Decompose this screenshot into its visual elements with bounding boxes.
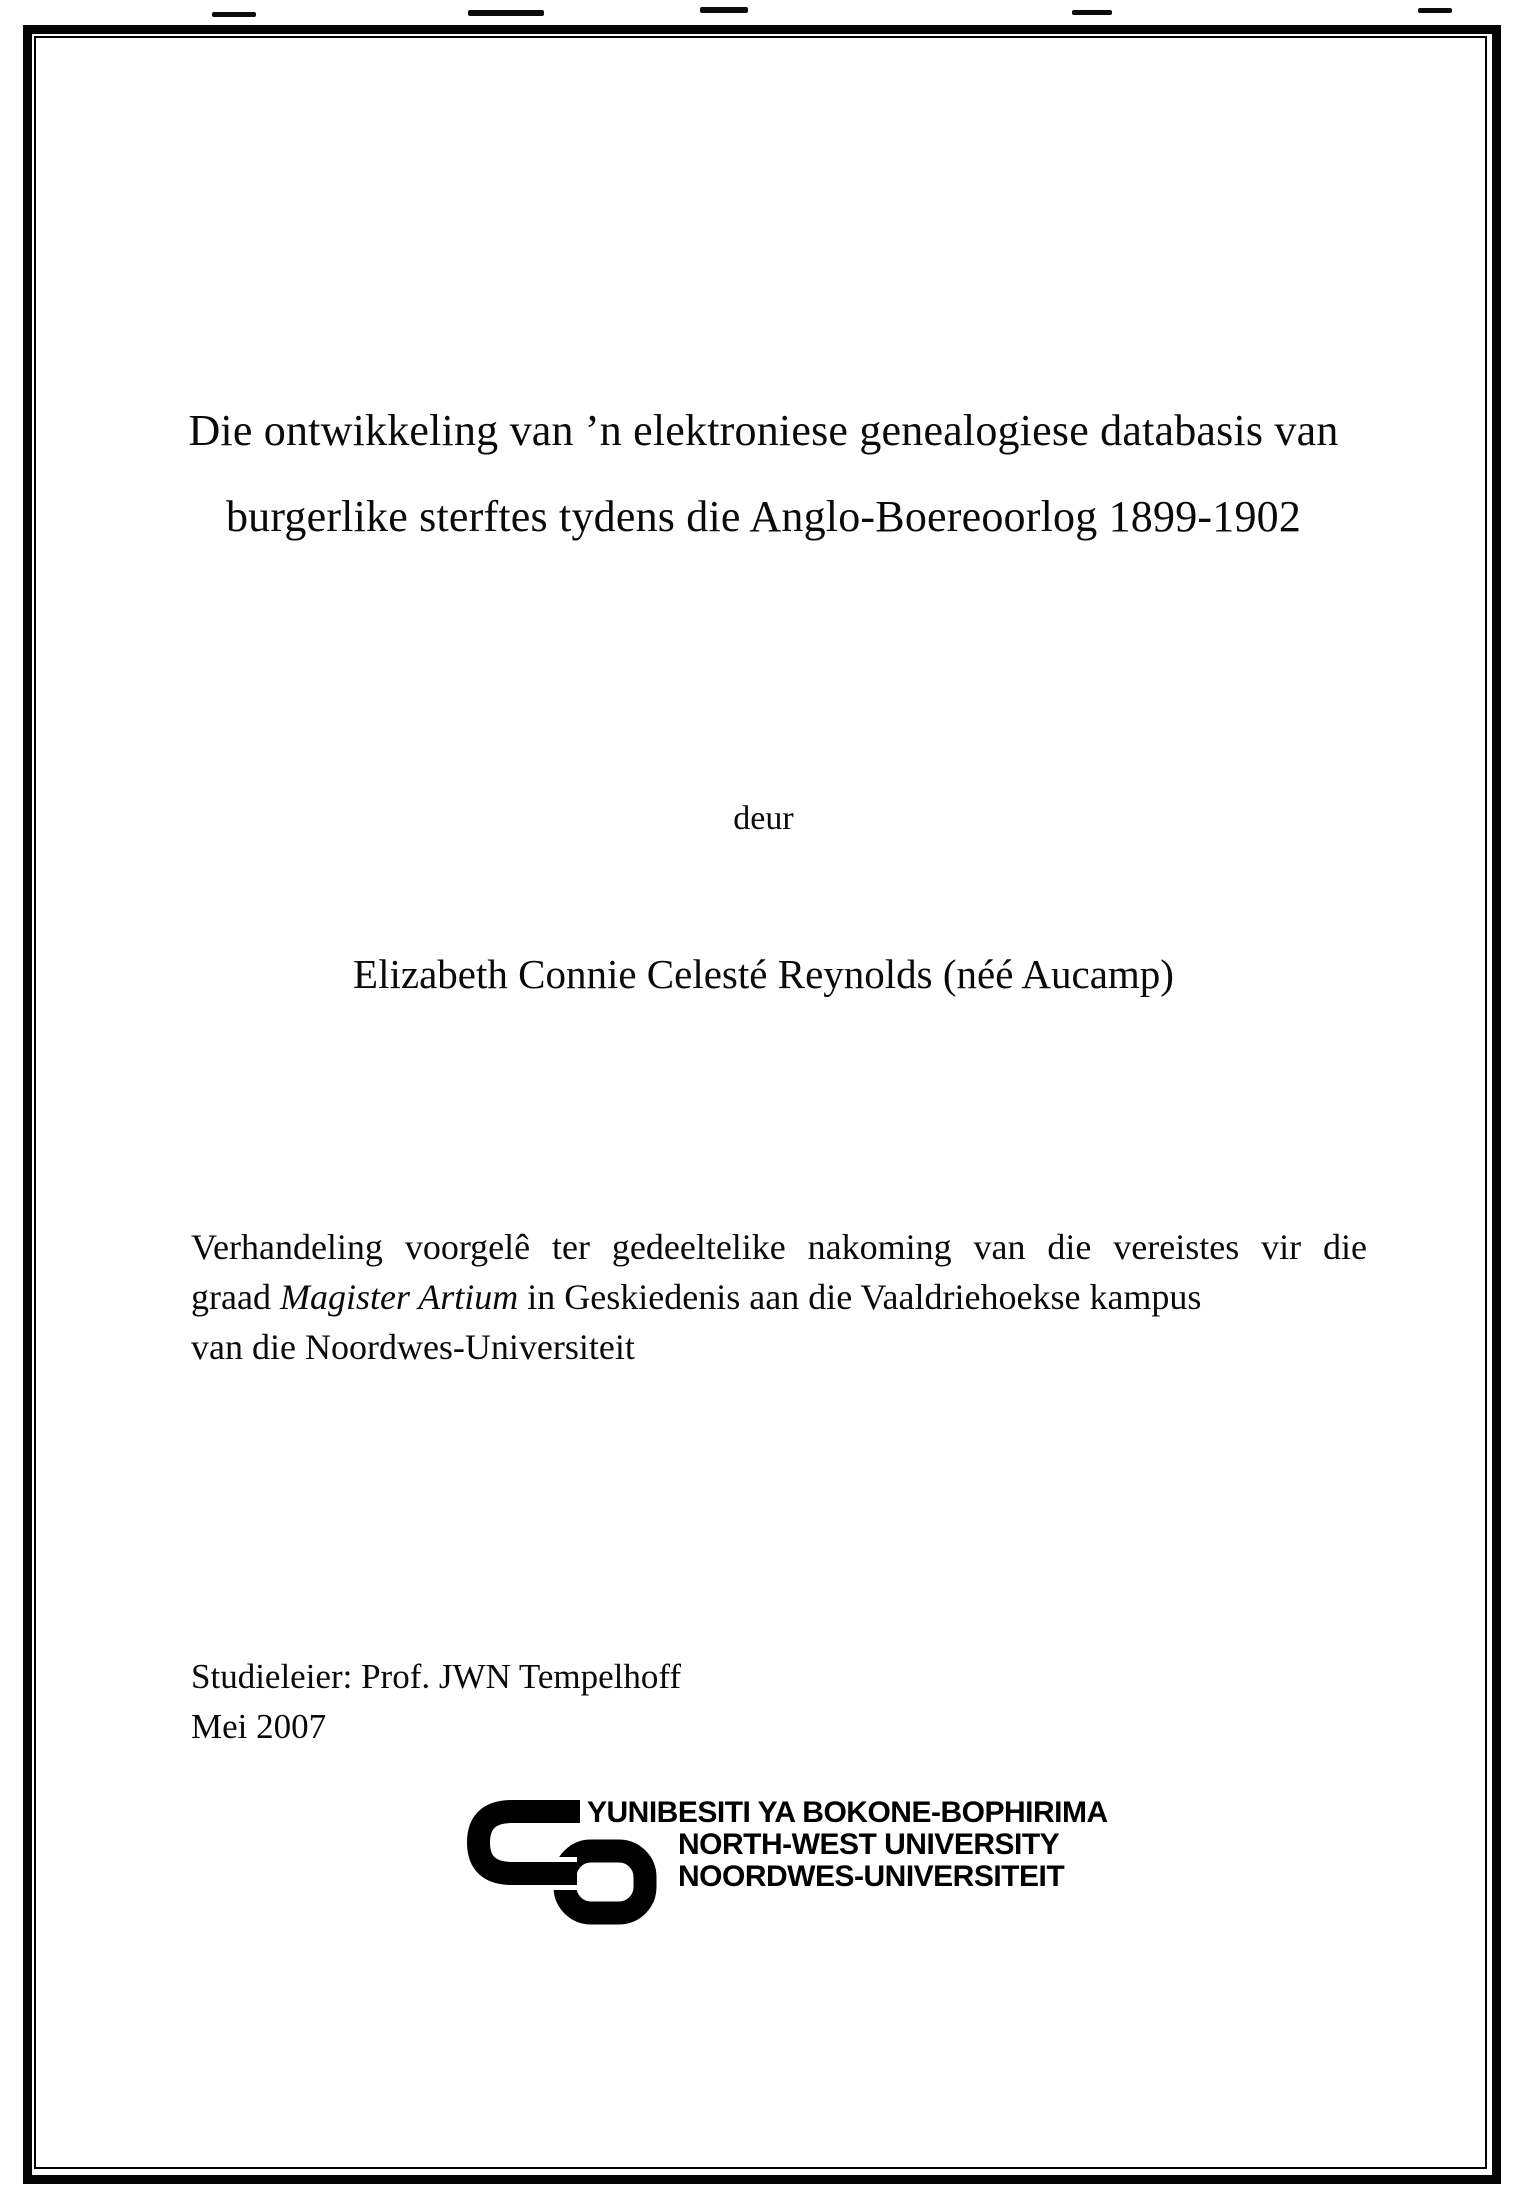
thesis-title [60, 388, 1467, 560]
scan-artifact [700, 7, 748, 13]
scan-artifact [1072, 10, 1112, 15]
declaration-paragraph [191, 1222, 1367, 1372]
declaration-line1: Verhandeling voorgelê ter gedeeltelike nakoming van die vereistes vir die [191, 1227, 1367, 1267]
declaration-line2-post: in Geskiedenis aan die Vaaldriehoekse kampus [518, 1277, 1202, 1317]
university-name-afrikaans: NOORDWES-UNIVERSITEIT [678, 1860, 1065, 1893]
supervisor-block [191, 1652, 681, 1752]
declaration-line2 [191, 1272, 1367, 1322]
thesis-title-line1: Die ontwikkeling van ’n elektroniese genealogiese databasis van [188, 406, 1339, 455]
scan-artifact [468, 10, 544, 16]
author-name: Elizabeth Connie Celesté Reynolds (néé Aucamp) [353, 951, 1174, 997]
date-line: Mei 2007 [191, 1707, 327, 1746]
declaration-line2-pre: graad [191, 1277, 280, 1317]
degree-name: Magister Artium [279, 1277, 519, 1317]
university-name-english: NORTH-WEST UNIVERSITY [678, 1828, 1060, 1861]
scan-artifact [212, 12, 256, 17]
supervisor-line: Studieleier: Prof. JWN Tempelhoff [191, 1657, 682, 1696]
university-wordmark [587, 1797, 1108, 1893]
university-name-setswana: YUNIBESITI YA BOKONE-BOPHIRIMA [587, 1796, 1108, 1829]
declaration-line3: van die Noordwes-Universiteit [191, 1327, 635, 1367]
thesis-title-line2: burgerlike sterftes tydens die Anglo-Boereoorlog 1899-1902 [225, 492, 1302, 541]
scan-artifact [1418, 8, 1452, 13]
byline-label: deur [733, 800, 794, 837]
